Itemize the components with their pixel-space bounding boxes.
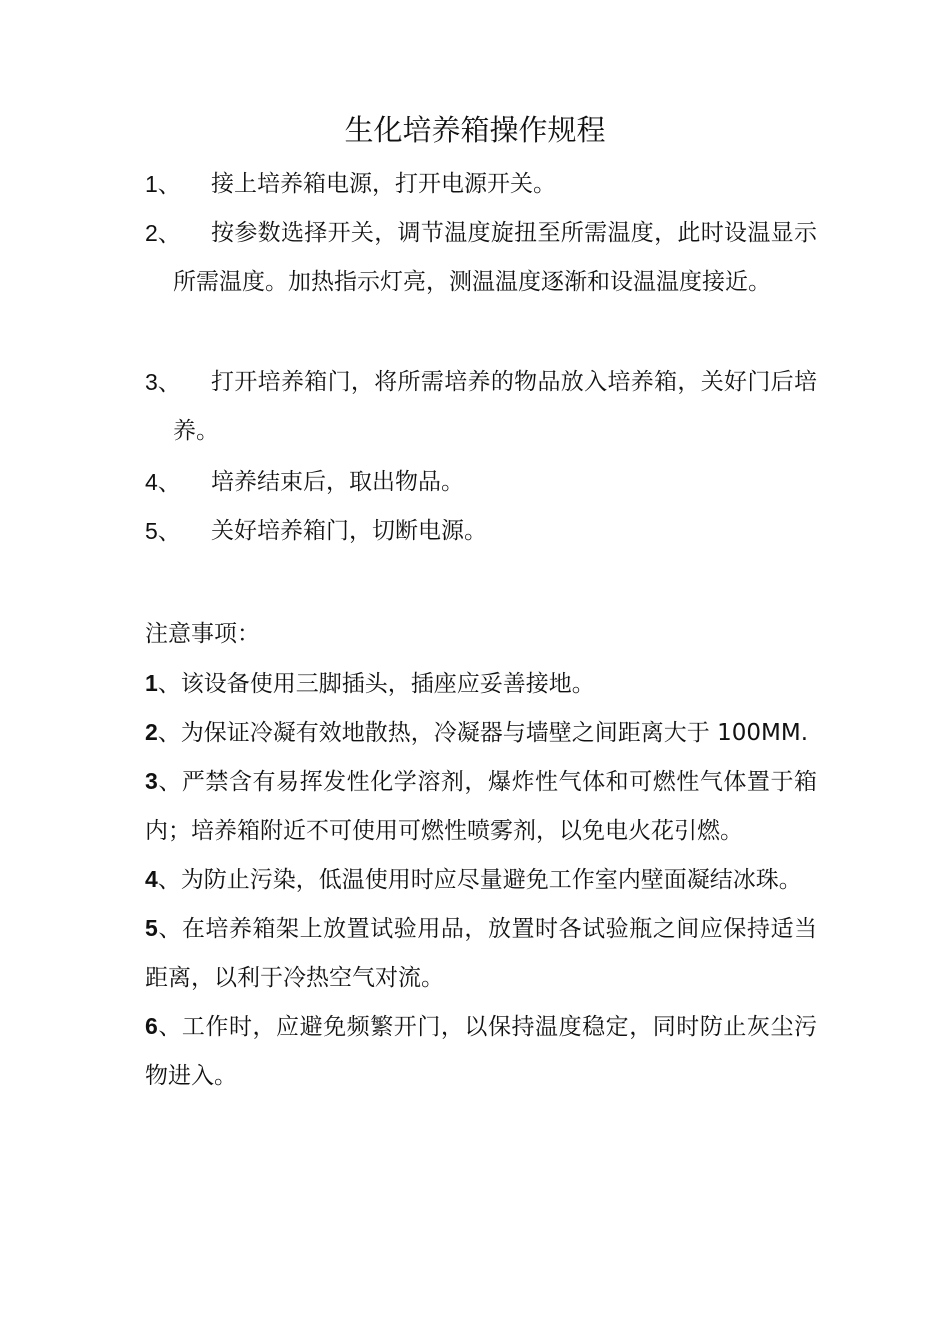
step-text: 关好培养箱门，切断电源。 [211,518,487,544]
step-number: 5、 [145,518,181,544]
note-number: 1 [145,670,158,696]
note-number: 4 [145,866,158,892]
note-number: 5 [145,915,158,941]
note-item-1 [145,659,817,709]
step-item-5 [145,507,817,556]
step-text: 按参数选择开关，调节温度旋扭至所需温度，此时设温显示所需温度。加热指示灯亮，测温温度逐渐和设温温度接近。 [173,220,817,295]
step-number: 1、 [145,171,181,197]
note-text: 、该设备使用三脚插头，插座应妥善接地。 [157,671,595,697]
note-number: 3 [145,768,158,794]
note-text: 、为保证冷凝有效地散热，冷凝器与墙壁之间距离大于 100MM. [157,720,809,746]
step-item-4 [145,458,817,507]
step-number: 2、 [145,220,181,246]
note-item-5 [145,904,817,1003]
note-text: 、工作时，应避免频繁开门，以保持温度稳定，同时防止灰尘污物进入。 [145,1014,817,1089]
step-text: 接上培养箱电源，打开电源开关。 [211,171,556,197]
note-item-6 [145,1002,817,1101]
step-text: 打开培养箱门，将所需培养的物品放入培养箱，关好门后培养。 [173,369,817,444]
step-number: 4、 [145,469,181,495]
note-item-4 [145,855,817,905]
document-title: 生化培养箱操作规程 [344,113,606,147]
note-text: 、严禁含有易挥发性化学溶剂，爆炸性气体和可燃性气体置于箱内；培养箱附近不可使用可燃性喷雾剂，以免电火花引燃。 [145,769,817,844]
note-text: 、为防止污染，低温使用时应尽量避免工作室内壁面凝结冰珠。 [157,867,802,893]
note-text: 、在培养箱架上放置试验用品，放置时各试验瓶之间应保持适当距离，以利于冷热空气对流。 [145,916,817,991]
notes-heading: 注意事项： [145,621,260,647]
step-number: 3、 [145,369,181,395]
step-text: 培养结束后，取出物品。 [211,469,464,495]
step-item-3 [145,358,817,456]
step-item-1 [145,160,817,209]
note-number: 6 [145,1013,158,1039]
note-item-3 [145,757,817,856]
note-number: 2 [145,719,158,745]
step-item-2 [145,209,817,307]
note-item-2 [145,708,817,758]
